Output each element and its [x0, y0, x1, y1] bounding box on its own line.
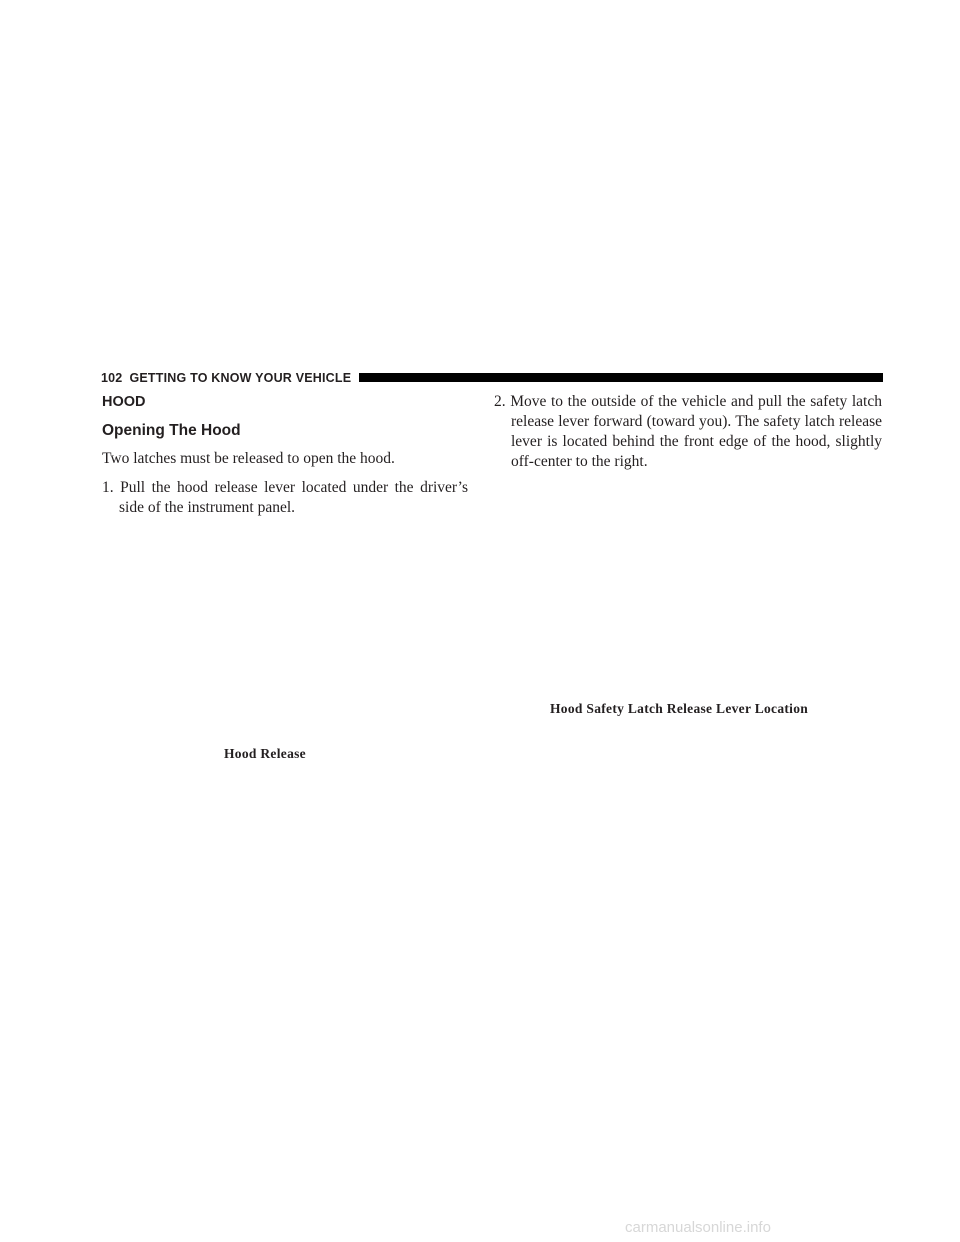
- figure-caption-safety-latch: Hood Safety Latch Release Lever Location: [550, 701, 809, 716]
- intro-paragraph: Two latches must be released to open the hood.: [102, 450, 395, 467]
- subsection-heading: Opening The Hood: [102, 422, 241, 439]
- page-number: 102: [101, 370, 123, 385]
- section-heading: HOOD: [102, 394, 146, 410]
- section-title: GETTING TO KNOW YOUR VEHICLE: [129, 370, 352, 385]
- watermark: carmanualsonline.info: [625, 1219, 771, 1236]
- step-2: 2. Move to the outside of the vehicle and pull the safety latch release lever forward (toward you). The safety latch release lever is located behind the front edge of the hood, slightly off-center to the right.: [494, 393, 882, 470]
- running-header: [101, 369, 883, 386]
- figure-caption-hood-release: Hood Release: [224, 746, 306, 761]
- left-column: [102, 390, 468, 518]
- step-1: 1. Pull the hood release lever located under the driver’s side of the instrument panel.: [102, 479, 468, 516]
- right-column: [494, 390, 882, 472]
- header-rule: [359, 373, 883, 382]
